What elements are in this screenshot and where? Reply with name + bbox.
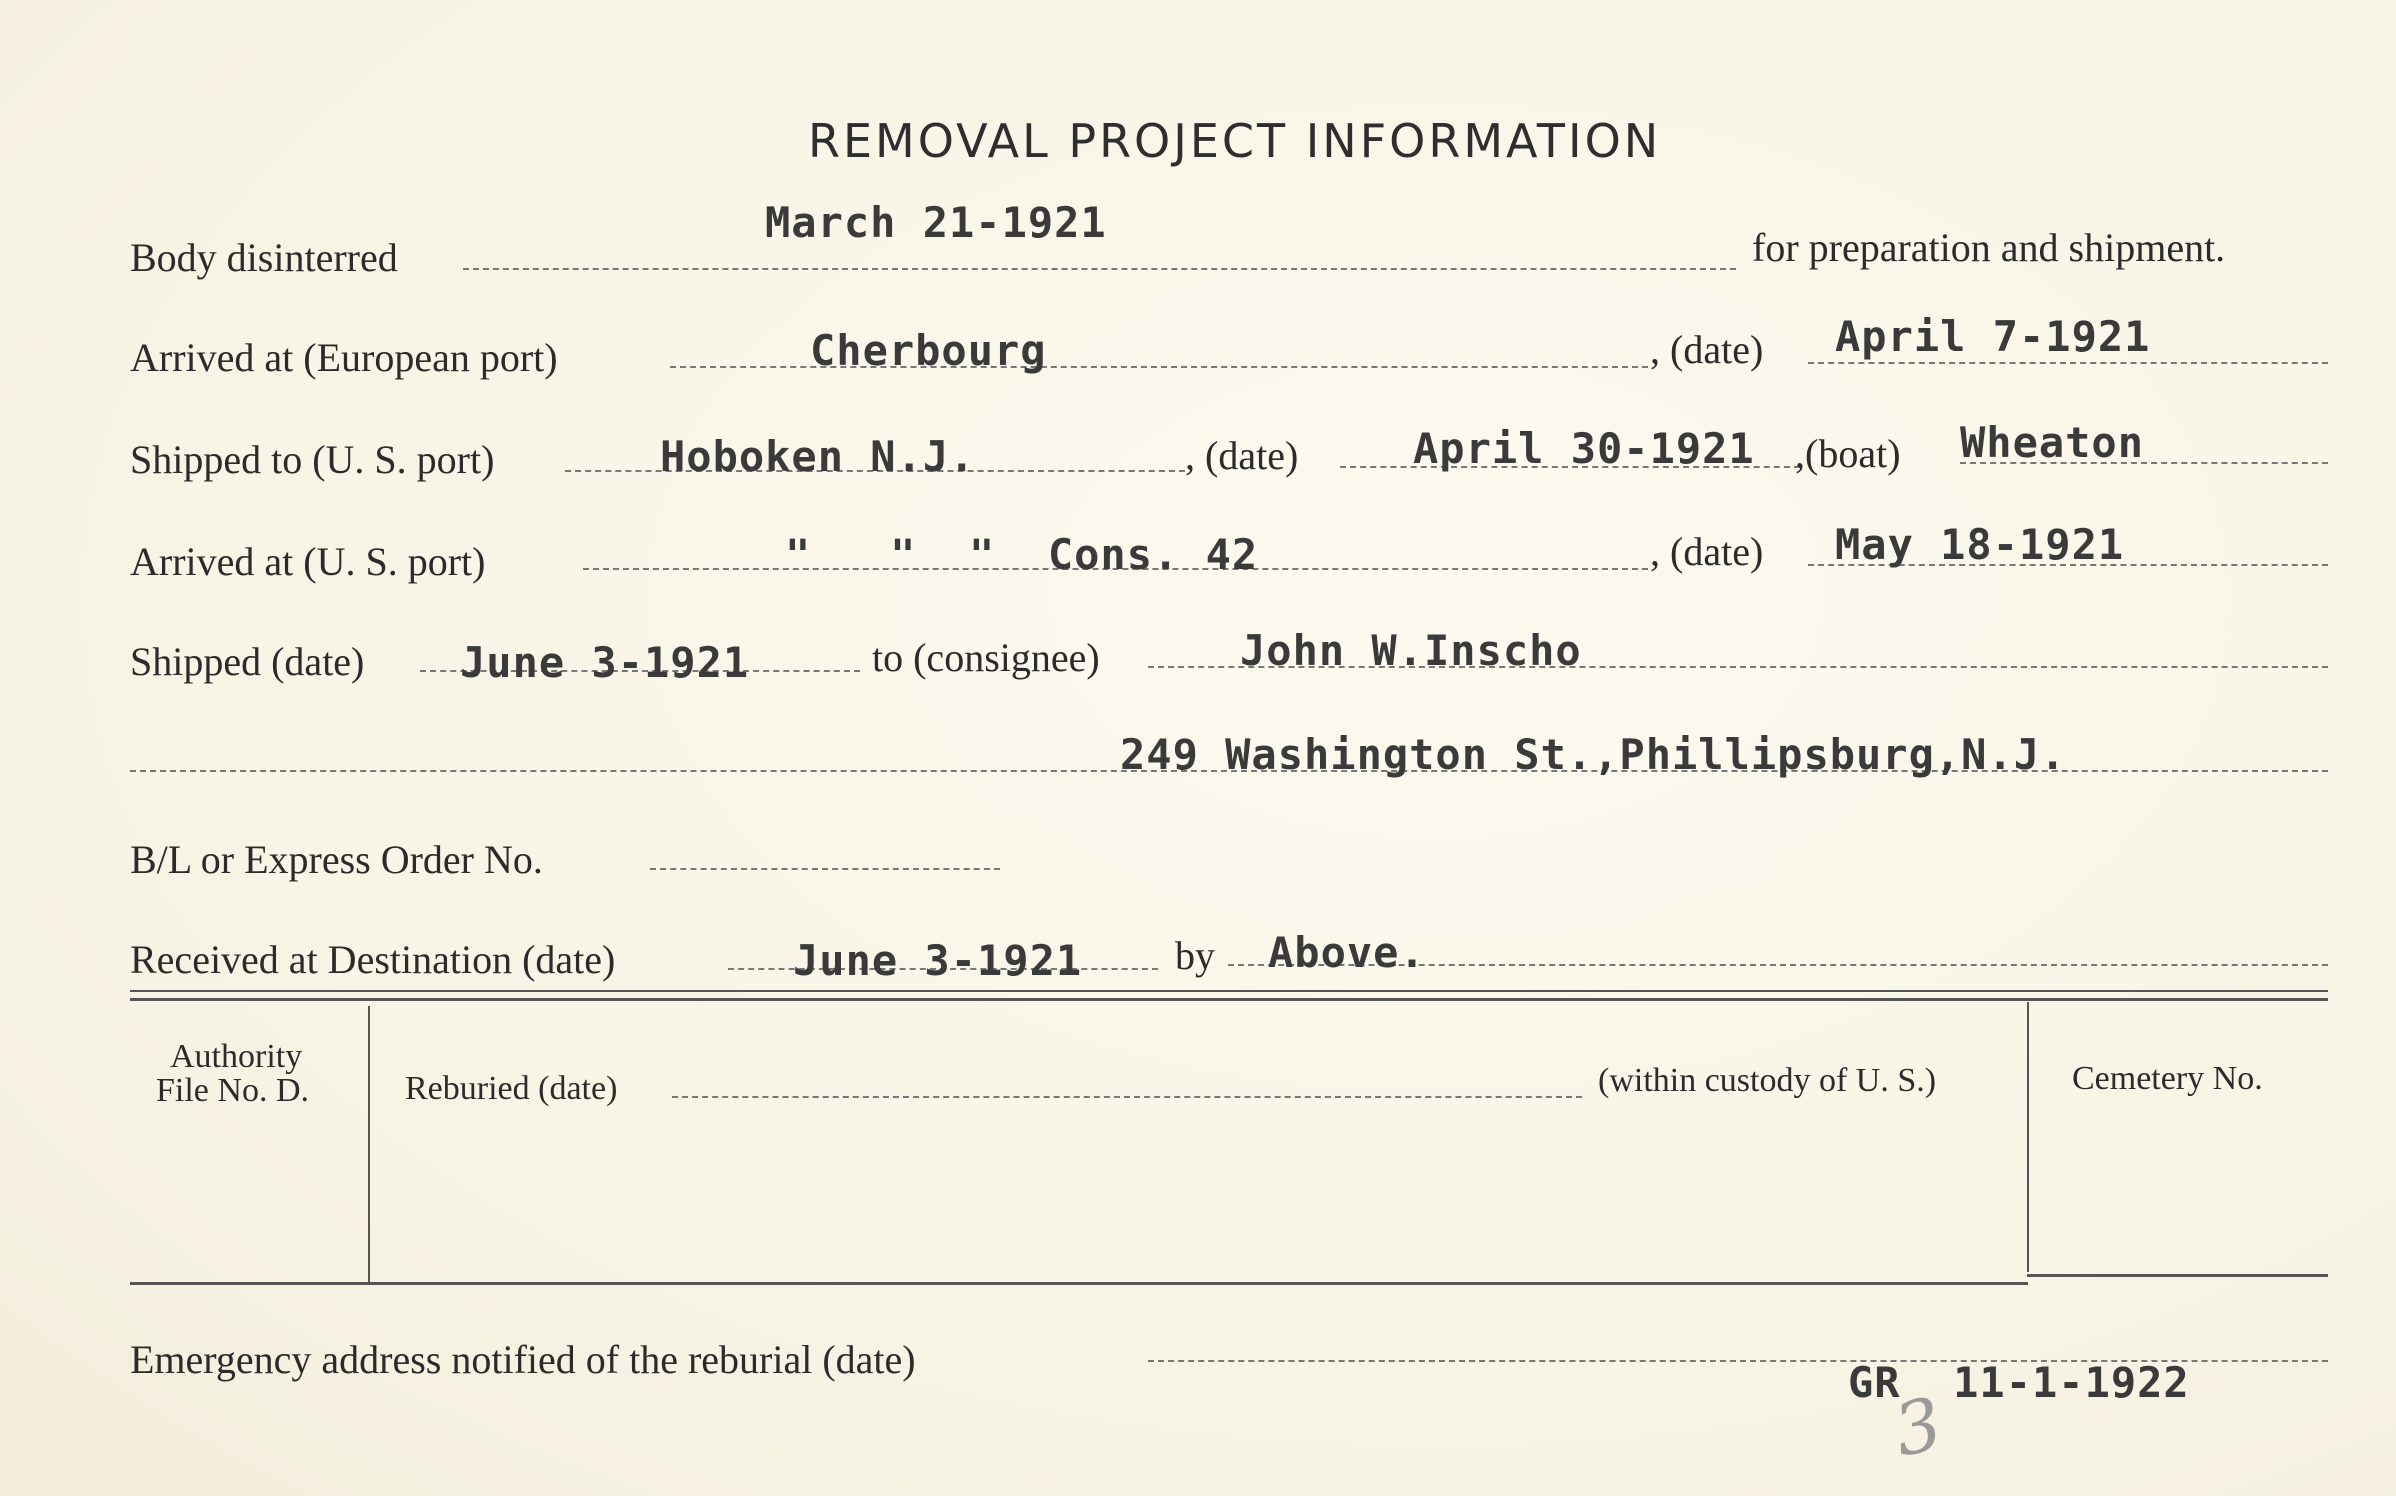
arrived-us-port-value: " " " Cons. 42 xyxy=(785,530,1259,579)
received-destination-value: June 3-1921 xyxy=(793,936,1083,985)
received-destination-label: Received at Destination (date) xyxy=(130,937,616,982)
arrived-european-port-label: Arrived at (European port) xyxy=(130,335,558,380)
received-by-label: by xyxy=(1175,933,1215,978)
received-by-value: Above. xyxy=(1268,928,1426,977)
body-disinterred-line xyxy=(463,268,1736,270)
arrived-european-date-line xyxy=(1808,362,2328,364)
shipped-date-label: Shipped (date) xyxy=(130,639,365,684)
shipped-date-value: June 3-1921 xyxy=(460,638,750,687)
shipped-us-boat-label: ,(boat) xyxy=(1795,431,1901,476)
reburied-line xyxy=(672,1096,1582,1098)
pencil-mark: 3 xyxy=(1886,1381,1950,1473)
section-rule-bottom xyxy=(130,998,2328,1001)
shipped-us-boat-value: Wheaton xyxy=(1960,418,2145,467)
body-disinterred-value: March 21-1921 xyxy=(765,198,1107,247)
shipped-us-port-value: Hoboken N.J. xyxy=(660,432,976,481)
lower-rule-right xyxy=(2027,1274,2328,1277)
body-disinterred-label: Body disinterred xyxy=(130,235,398,280)
section-rule-top xyxy=(130,990,2328,992)
emergency-label: Emergency address notified of the reburial (date) xyxy=(130,1337,916,1382)
consignee-value: John W.Inscho xyxy=(1240,626,1582,675)
cemetery-divider xyxy=(2027,1002,2029,1272)
authority-label: Authority xyxy=(170,1038,303,1075)
consignee-address-value: 249 Washington St.,Phillipsburg,N.J. xyxy=(1120,730,2067,779)
cemetery-no-label: Cemetery No. xyxy=(2072,1060,2263,1097)
arrived-us-port-label: Arrived at (U. S. port) xyxy=(130,539,486,584)
authority-divider xyxy=(368,1006,370,1282)
bl-order-line xyxy=(650,868,1000,870)
arrived-european-date-label: , (date) xyxy=(1650,327,1764,372)
shipped-us-date-value: April 30-1921 xyxy=(1413,424,1755,473)
file-no-label: File No. D. xyxy=(156,1072,309,1109)
custody-label: (within custody of U. S.) xyxy=(1598,1062,1937,1099)
arrived-us-date-value: May 18-1921 xyxy=(1835,520,2125,569)
lower-rule-left xyxy=(130,1282,2028,1285)
gr-stamp: GR 11-1-1922 xyxy=(1848,1358,2190,1407)
form-title: REMOVAL PROJECT INFORMATION xyxy=(808,114,1662,168)
bl-order-label: B/L or Express Order No. xyxy=(130,837,543,882)
shipped-us-port-label: Shipped to (U. S. port) xyxy=(130,437,495,482)
arrived-european-port-value: Cherbourg xyxy=(810,326,1047,375)
arrived-us-date-label: , (date) xyxy=(1650,529,1764,574)
arrived-european-date-value: April 7-1921 xyxy=(1835,312,2151,361)
reburied-label: Reburied (date) xyxy=(405,1070,618,1107)
shipped-us-date-label: , (date) xyxy=(1185,433,1299,478)
body-disinterred-suffix: for preparation and shipment. xyxy=(1752,225,2226,270)
consignee-label: to (consignee) xyxy=(872,635,1100,680)
